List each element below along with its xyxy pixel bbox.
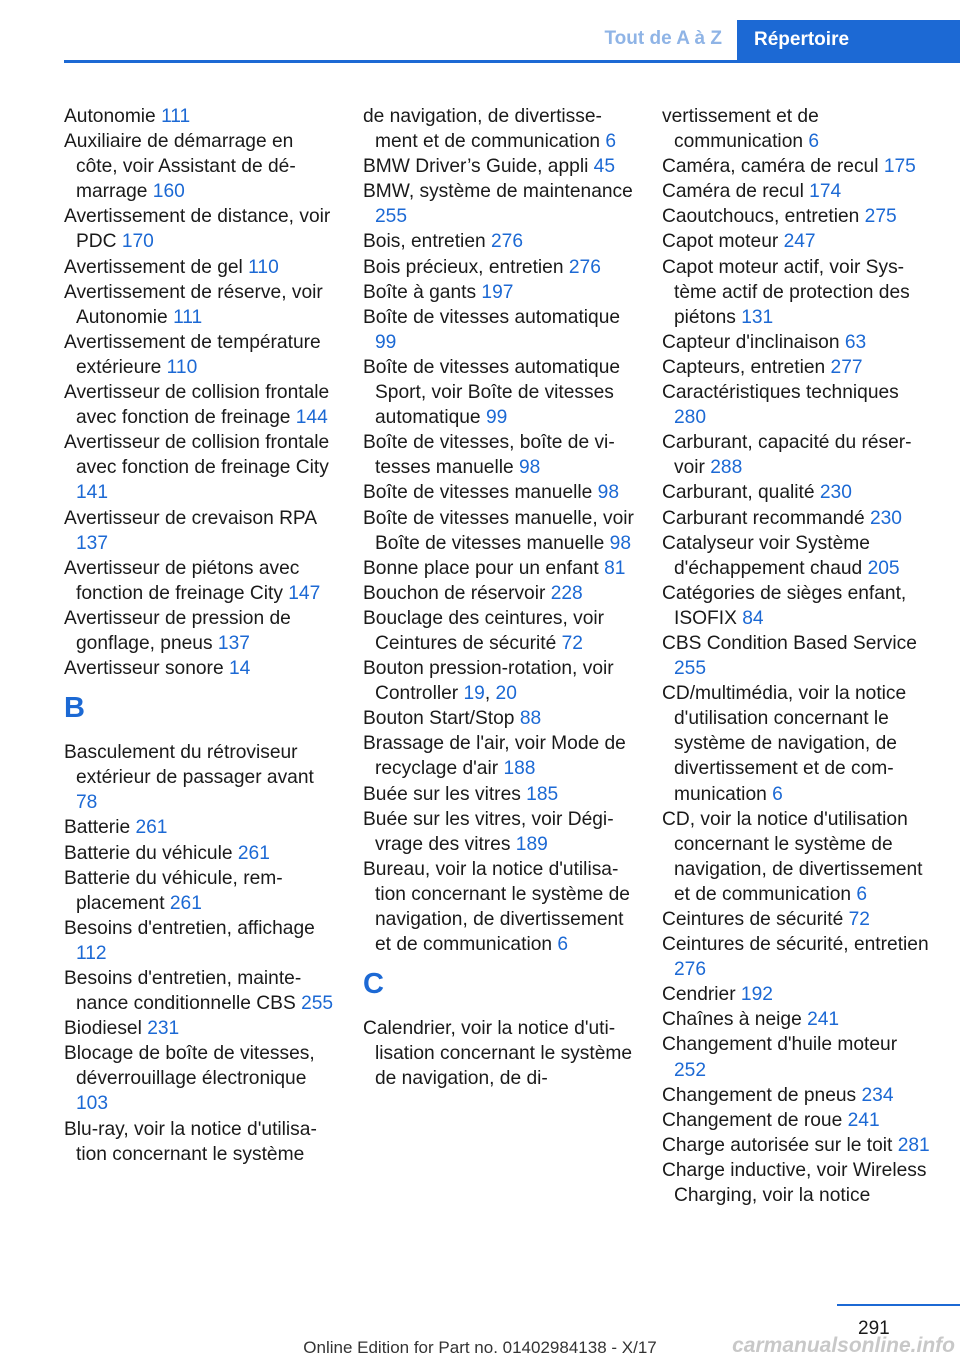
page-reference-link[interactable]: 98 [518,457,541,479]
watermark-logo: carmanualsonline.info [732,1334,955,1357]
page-reference-link[interactable]: 230 [869,507,902,529]
index-entry-text: Caoutchoucs, entretien [662,206,865,228]
index-entry-text: Auxiliaire de démarrage en côte, voir Assistant de démarrage [64,131,296,203]
index-entry [363,706,638,731]
page-reference-link[interactable]: 144 [295,407,328,429]
index-entry-text: Capot moteur actif, voir Système actif de protection des piétons [662,256,910,328]
index-entry-text: Bouclage des ceintures, voir Ceintures de sécurité [363,607,605,654]
page-reference-link[interactable]: 6 [605,131,617,153]
page-reference-link[interactable]: 81 [604,557,626,579]
page-reference-link[interactable]: 288 [710,457,743,479]
index-entry [363,857,638,957]
index-entry [64,330,339,380]
index-entry [662,932,930,982]
page-reference-separator: , [484,683,496,705]
page-reference-link[interactable]: 241 [847,1109,880,1131]
page-number: 291 [858,1318,890,1339]
index-entry [363,229,638,254]
index-entry [64,656,339,681]
index-entry-text: de navigation, de divertissement et de communication [363,106,606,153]
page-reference-link[interactable]: 192 [740,984,773,1006]
index-entry [363,179,638,229]
index-entry-text: Catégories de sièges enfant, ISOFIX [662,582,907,629]
page-reference-link[interactable]: 6 [772,783,783,805]
index-entry-continued [363,104,638,154]
page-reference-link[interactable]: 281 [897,1134,930,1156]
index-entry [662,355,930,380]
index-entry-text: Batterie [64,817,136,839]
index-entry-text: Ceintures de sécurité, entretien [662,934,929,956]
page-reference-link[interactable]: 99 [375,331,397,353]
index-entry-text: Boîte à gants [363,281,482,303]
index-column-1 [64,104,339,1167]
index-entry [363,656,638,706]
index-entry-text: Boîte de vitesses automatique [363,306,621,328]
index-entry [662,154,930,179]
index-entry [64,606,339,656]
page-reference-link[interactable]: 197 [481,281,514,303]
page-reference-link[interactable]: 103 [76,1093,109,1115]
page-reference-link[interactable]: 98 [609,532,631,554]
index-entry [64,815,339,840]
index-letter-heading: C [363,968,384,1001]
page-reference-link[interactable]: 137 [76,532,109,554]
index-entry-text: Avertissement de distance, voir PDC [64,206,331,253]
page-reference-link[interactable]: 72 [561,632,583,654]
page-reference-link[interactable]: 72 [848,909,870,930]
page-reference-link[interactable]: 88 [519,708,542,730]
page-reference-link[interactable]: 228 [550,582,583,604]
page-reference-link[interactable]: 111 [173,306,203,328]
index-entry [363,581,638,606]
index-entry-text: Autonomie [64,106,162,127]
index-entry-text: Boîte de vitesses manuelle [363,482,598,504]
index-entry [662,982,930,1007]
index-entry-text: Avertissement de gel [64,256,249,278]
index-entry-text: Boîte de vitesses manuelle, voir Boîte de vitesses manuelle [363,507,634,554]
index-entry [662,229,930,254]
index-entry-text: Capteur d'inclinaison [662,331,845,353]
index-entry [662,907,930,932]
index-entry [662,255,930,330]
index-entry [64,841,339,866]
index-entry [363,556,638,581]
page-reference-link[interactable]: 230 [819,482,852,504]
page-reference-link[interactable]: 99 [485,407,508,429]
index-entry-text: Capot moteur [662,231,784,253]
index-column-2 [363,104,638,1091]
page-reference-link[interactable]: 276 [491,231,524,253]
footer-rule [837,1304,960,1306]
index-entry-text: CD, voir la notice d'utilisation concernant le système de navigation, de divertissement et de communication [662,808,923,905]
index-entry-text: Caractéristiques techniques [662,382,899,404]
index-entry-text: Avertissement de réserve, voir Autonomie [64,281,323,328]
index-entry [662,1133,930,1158]
page-reference-link[interactable]: 174 [809,181,842,203]
page-reference-link[interactable]: 6 [808,131,820,153]
index-entry [662,506,930,531]
index-entry [363,355,638,430]
index-entry-text: BMW, système de maintenance [363,181,633,203]
index-entry [64,506,339,556]
index-entry [662,631,930,681]
index-entry-text: Changement d'huile moteur [662,1034,898,1056]
page-reference-link[interactable]: 141 [76,482,109,504]
page-reference-link[interactable]: 234 [861,1084,894,1106]
index-entry [662,480,930,505]
index-entry-text: Charge inductive, voir Wireless Charging, voir la notice [662,1159,927,1207]
index-entry [662,179,930,204]
page-reference-link[interactable]: 112 [76,942,107,964]
index-entry-text: Buée sur les vitres [363,783,527,805]
index-entry [662,380,930,430]
index-entry [64,866,339,916]
index-entry-text: Capteurs, entretien [662,356,831,378]
index-entry-text: Carburant, qualité [662,482,820,504]
page-reference-link[interactable]: 63 [844,331,867,353]
index-entry-text: Bonne place pour un enfant [363,557,605,579]
index-entry-text: CD/multimédia, voir la notice d'utilisation concernant le système de navigation, de divertissement et de communication [662,683,907,805]
page-reference-link[interactable]: 6 [856,883,868,905]
index-entry [64,966,339,1016]
index-entry [64,204,339,254]
page-reference-link[interactable]: 175 [883,156,916,178]
page-reference-link[interactable]: 20 [495,683,517,705]
index-entry [662,204,930,229]
index-entry [363,731,638,781]
index-entry [662,807,930,907]
index-entry [363,606,638,656]
index-entry [363,807,638,857]
index-entry [363,280,638,305]
index-entry-text: Caméra de recul [662,181,810,203]
page-reference-link[interactable]: 276 [674,959,707,981]
index-entry-text: Bois précieux, entretien [363,256,569,278]
index-entry [64,916,339,966]
index-letter-heading: B [64,692,85,725]
page-reference-link[interactable]: 247 [783,231,816,253]
page-reference-link[interactable]: 111 [161,106,191,127]
index-entry-text: Blu-ray, voir la notice d'utilisation concernant le système [64,1118,317,1165]
page-reference-link[interactable]: 137 [217,632,250,654]
index-entry [363,480,638,505]
page-reference-link[interactable]: 170 [121,231,154,253]
index-entry [662,1032,930,1082]
index-entry-text: CBS Condition Based Service [662,632,917,654]
index-entry [662,531,930,581]
index-entry-text: Bureau, voir la notice d'utilisation concernant le système de navigation, de divertissement et de communication [363,858,630,956]
index-entry [363,154,638,179]
index-entry [363,1016,638,1091]
page-reference-link[interactable]: 276 [568,256,601,278]
index-entry [64,556,339,606]
index-entry-continued [662,104,930,154]
page-reference-link[interactable]: 261 [237,842,270,864]
index-entry-text: Bois, entretien [363,231,491,253]
index-entry-text: Bouchon de réservoir [363,582,551,604]
page-reference-link[interactable]: 78 [76,792,98,814]
index-column-3 [662,104,930,1208]
index-entry-text: vertissement et de communication [662,106,819,153]
index-entry-text: Avertisseur de piétons avec fonction de freinage City [64,557,300,604]
index-entry-text: Besoins d'entretien, maintenance conditionnelle CBS [64,968,302,1015]
index-entry [662,1108,930,1133]
index-entry-text: Charge autorisée sur le toit [662,1134,898,1156]
header-rule [64,60,960,63]
index-entry [363,430,638,480]
page-reference-link[interactable]: 255 [674,658,707,680]
page-reference-link[interactable]: 189 [515,833,548,855]
page-reference-link[interactable]: 45 [593,156,616,178]
page-reference-link[interactable]: 252 [674,1059,707,1081]
index-entry [363,506,638,556]
index-entry-text: Brassage de l'air, voir Mode de recyclage d'air [363,733,626,780]
index-entry [363,305,638,355]
index-entry-text: Avertisseur de crevaison RPA [64,507,317,529]
index-entry [662,1158,930,1208]
index-entry [363,782,638,807]
index-entry-text: Basculement du rétroviseur extérieur de passager avant [64,742,314,789]
index-entry [662,330,930,355]
index-entry [64,104,339,129]
index-entry-text: Avertisseur de collision frontale avec fonction de freinage City [64,432,330,479]
page-reference-link[interactable]: 131 [741,306,774,328]
edition-footer: Online Edition for Part no. 01402984138 - X/17 [303,1338,657,1357]
index-entry-text: Changement de pneus [662,1084,862,1106]
index-entry-text: Carburant recommandé [662,507,870,529]
page-reference-link[interactable]: 255 [375,206,408,228]
page-reference-link[interactable]: 6 [557,934,569,956]
page-reference-link[interactable]: 277 [830,356,863,378]
index-entry-text: Besoins d'entretien, affichage [64,917,315,939]
page-reference-link[interactable]: 275 [864,206,897,228]
index-entry-text: BMW Driver’s Guide, appli [363,156,594,178]
index-entry-text: Avertisseur de pression de gonflage, pneus [64,607,291,654]
index-entry-text: Boîte de vitesses automatique Sport, voir Boîte de vitesses automatique [363,356,621,429]
page-reference-link[interactable]: 98 [597,482,619,504]
page-reference-link[interactable]: 255 [301,993,334,1015]
page-reference-link[interactable]: 185 [526,783,559,805]
index-entry-text: Buée sur les vitres, voir Dégivrage des vitres [363,808,614,855]
index-entry [64,280,339,330]
index-entry-text: Batterie du véhicule, remplacement [64,867,283,914]
index-entry [64,1117,339,1167]
index-entry-text: Cendrier [662,984,741,1006]
page-reference-link[interactable]: 110 [248,256,279,278]
index-entry [64,129,339,204]
page-reference-link[interactable]: 84 [742,607,764,629]
index-entry-text: Chaînes à neige [662,1009,808,1031]
index-entry-text: Bouton pression-rotation, voir Controller [363,658,614,705]
page-reference-link[interactable]: 261 [135,817,168,839]
index-entry-text: Avertisseur sonore [64,658,229,680]
index-entry [64,1041,339,1116]
index-entry [64,380,339,430]
index-entry [64,430,339,505]
page-reference-link[interactable]: 14 [228,658,251,680]
index-entry-text: Avertissement de température extérieure [64,331,321,378]
index-entry [662,1083,930,1108]
index-entry-text: Avertisseur de collision frontale avec fonction de freinage [64,382,330,429]
page-reference-link[interactable]: 205 [867,557,900,579]
tab-repertoire[interactable]: Répertoire [737,20,960,63]
index-entry [64,1016,339,1041]
index-entry [662,681,930,806]
index-entry [662,1007,930,1032]
page-reference-link[interactable]: 160 [152,181,185,203]
index-entry [662,430,930,480]
page-reference-link[interactable]: 280 [674,407,707,429]
index-entry-text: Changement de roue [662,1109,848,1131]
index-entry-text: Biodiesel [64,1018,148,1040]
page-reference-link[interactable]: 110 [166,356,198,378]
index-entry [662,581,930,631]
index-entry [363,255,638,280]
index-entry [64,740,339,815]
page-reference-link[interactable]: 188 [503,758,536,780]
index-entry-text: Batterie du véhicule [64,842,238,864]
page-header [0,0,960,64]
index-entry-text: Catalyseur voir Système d'échappement chaud [662,532,870,579]
index-entry-text: Bouton Start/Stop [363,708,520,730]
tab-tout-de-a-a-z[interactable]: Tout de A à Z [604,28,722,49]
index-entry-text: Calendrier, voir la notice d'utilisation concernant le système de navigation, de di- [363,1018,633,1090]
page-reference-link[interactable]: 147 [288,582,321,604]
page-reference-link[interactable]: 19 [463,683,485,705]
page-reference-link[interactable]: 261 [169,892,202,914]
index-entry-text: Blocage de boîte de vitesses, déverrouillage électronique [64,1043,315,1090]
page-reference-link[interactable]: 241 [807,1009,840,1031]
index-entry-text: Caméra, caméra de recul [662,156,884,178]
index-entry-text: Carburant, capacité du réservoir [662,432,912,479]
index-entry-text: Boîte de vitesses, boîte de vitesses manuelle [363,432,615,479]
page-reference-link[interactable]: 231 [147,1018,180,1040]
index-entry-text: Ceintures de sécurité [662,909,849,930]
index-entry [64,255,339,280]
